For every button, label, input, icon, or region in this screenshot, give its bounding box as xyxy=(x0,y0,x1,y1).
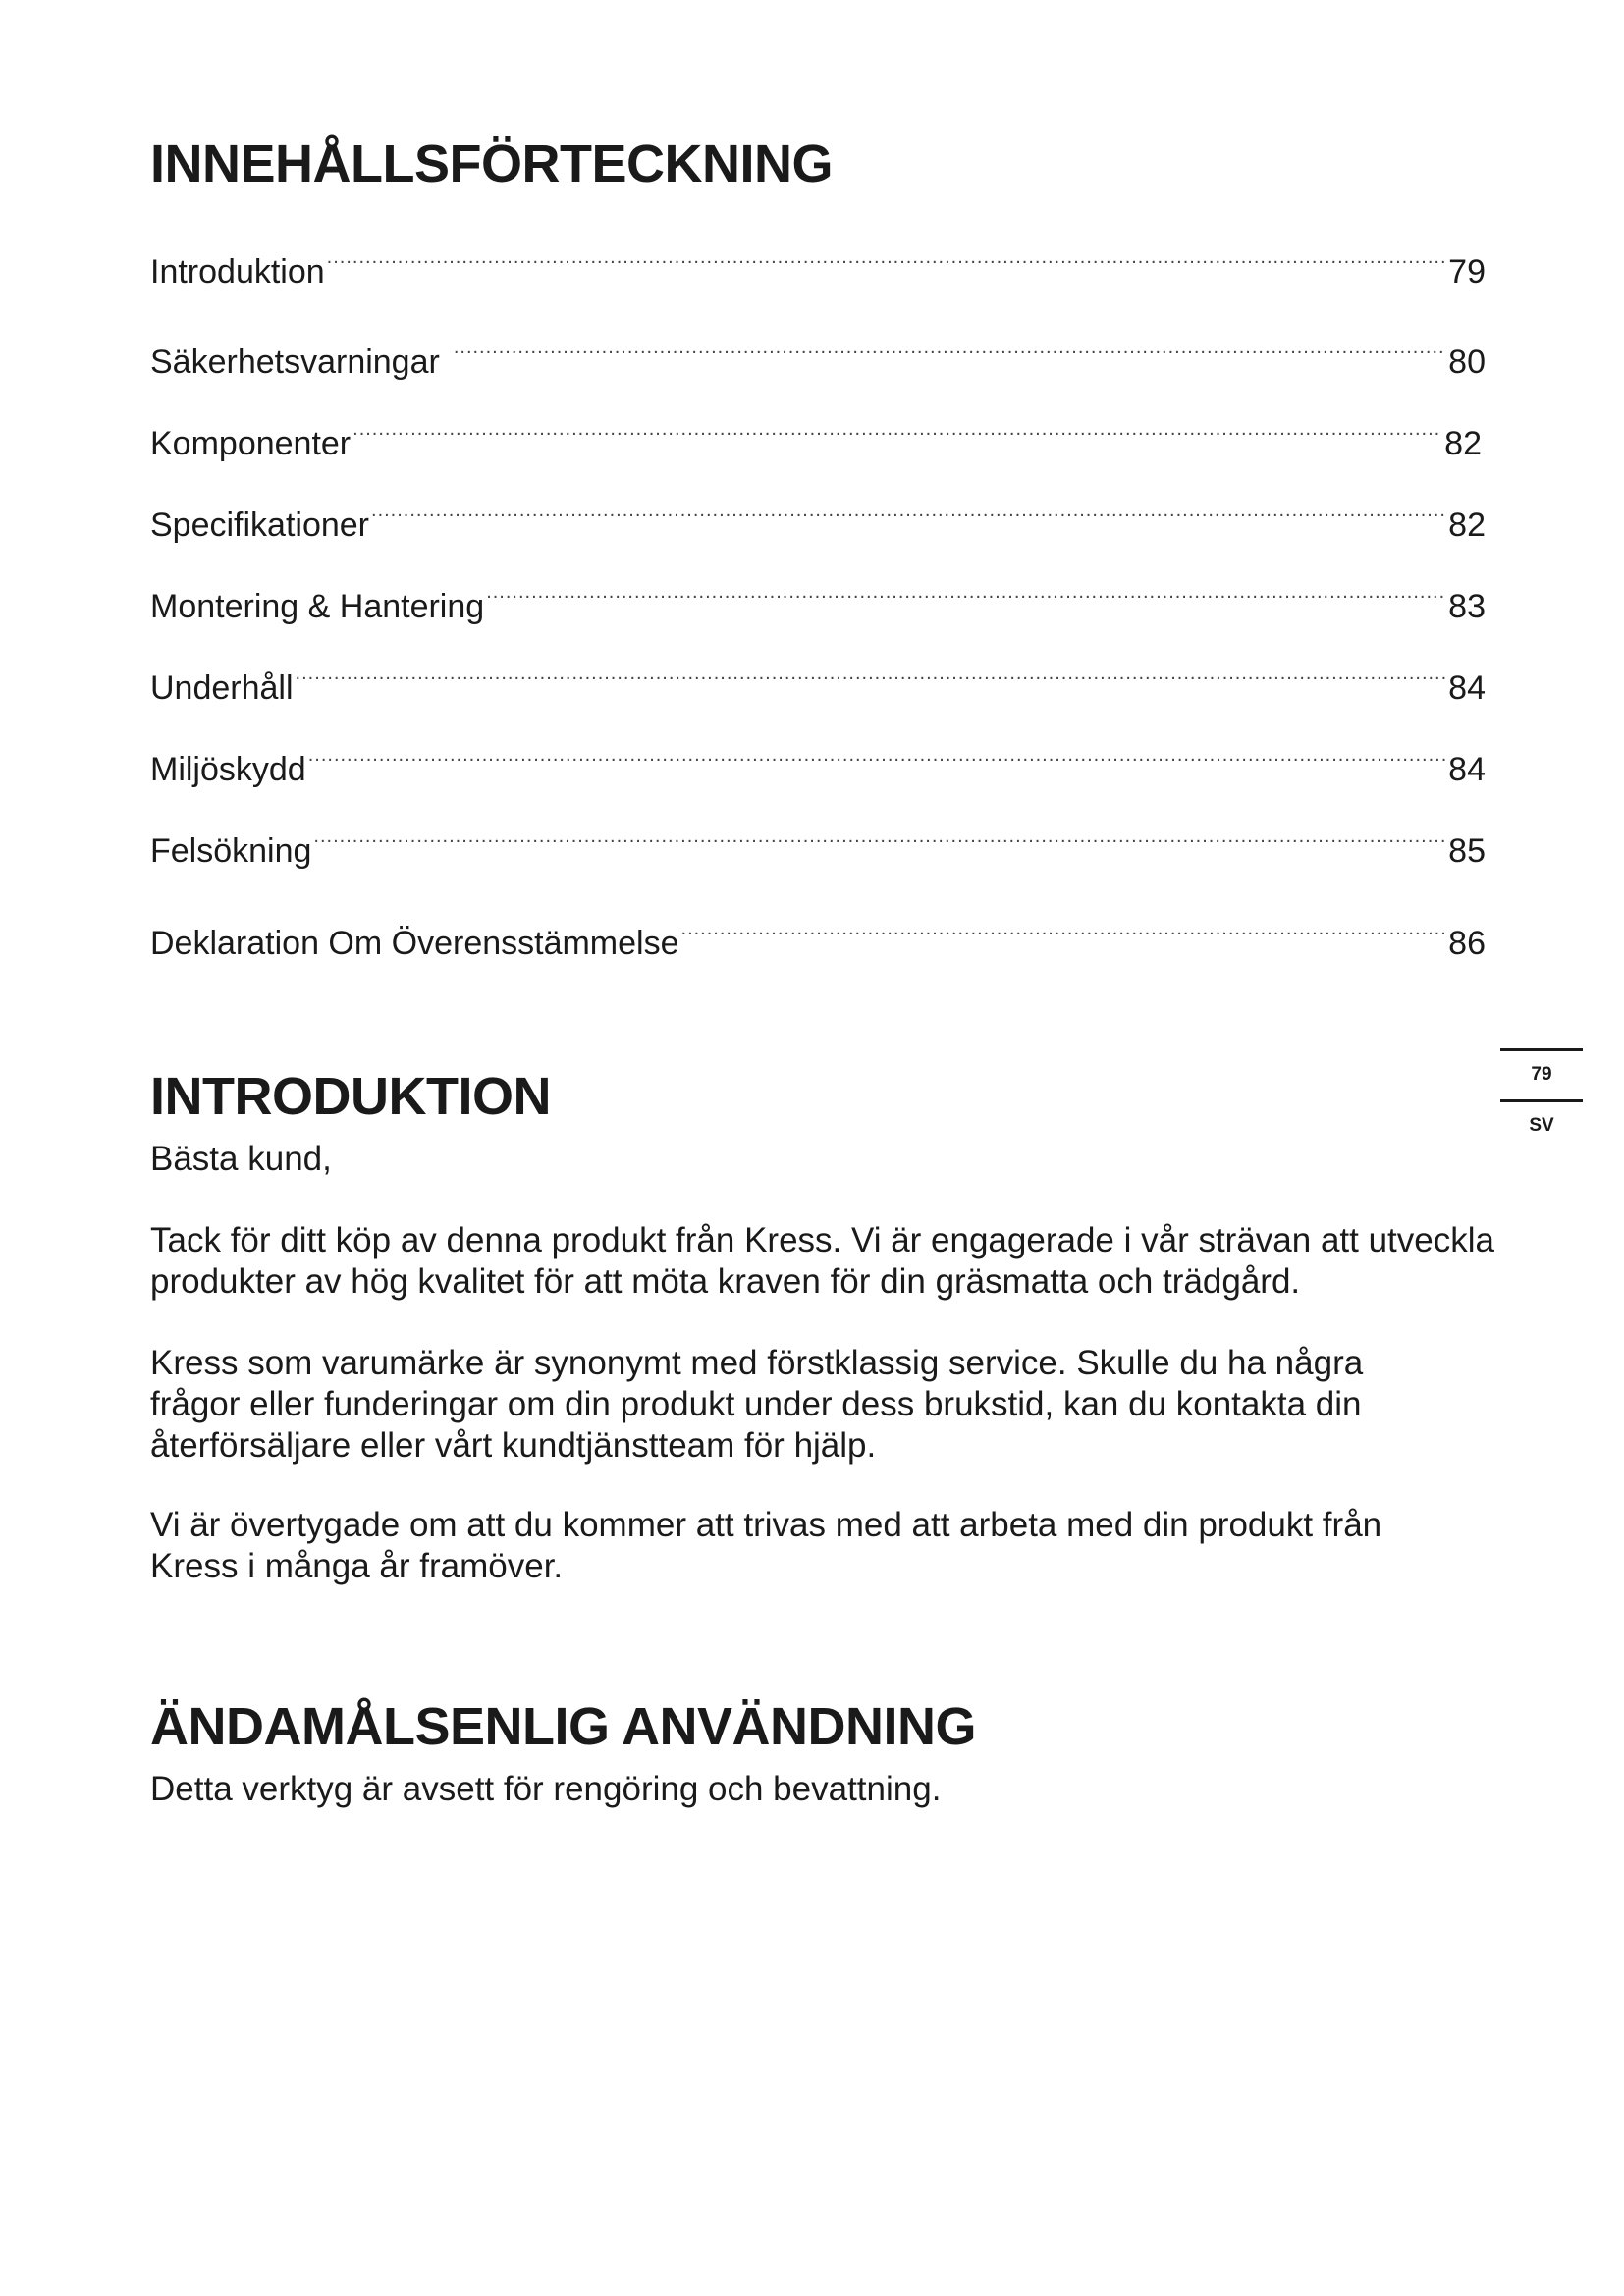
toc-entry-sakerhetsvarningar[interactable] xyxy=(150,334,1486,382)
toc-entry-felsokning[interactable] xyxy=(150,823,1486,871)
toc-entry-page: 86 xyxy=(1448,925,1486,962)
intended-use-text: Detta verktyg är avsett för rengöring och bevattning. xyxy=(150,1770,942,1808)
toc-entry-page: 83 xyxy=(1448,588,1486,625)
toc-entry-label: Komponenter xyxy=(150,425,352,462)
toc-leader-dots xyxy=(327,243,1447,283)
intro-paragraph-2: Kress som varumärke är synonymt med förstklassig service. Skulle du ha några frågor eller funderingar om din produkt under dess brukstid, kan du kontakta din återförsäljare eller vårt kundtjänstteam för hjälp. xyxy=(150,1344,1364,1465)
greeting: Bästa kund, xyxy=(150,1140,332,1178)
toc-entry-specifikationer[interactable] xyxy=(150,497,1486,545)
toc-entry-label: Felsökning xyxy=(150,832,312,870)
toc-entry-page: 82 xyxy=(1444,425,1482,462)
language-code: SV xyxy=(1529,1115,1554,1136)
toc-entry-page: 79 xyxy=(1448,253,1486,291)
intro-paragraph-1: Tack för ditt köp av denna produkt från Kress. Vi är engagerade i vår strävan att utveckla produkter av hög kvalitet för att möta kraven för din gräsmatta och trädgård. xyxy=(150,1221,1494,1301)
toc-entry-label: Miljöskydd xyxy=(150,751,306,788)
toc-entry-page: 84 xyxy=(1448,669,1486,707)
toc-entry-label: Underhåll xyxy=(150,669,294,707)
toc-entry-label: Introduktion xyxy=(150,253,325,291)
toc-entry-page: 80 xyxy=(1448,344,1486,381)
side-page-number: 79 xyxy=(1531,1064,1552,1085)
toc-heading: INNEHÅLLSFÖRTECKNING xyxy=(150,134,833,193)
intended-use-heading: ÄNDAMÅLSENLIG ANVÄNDNING xyxy=(150,1697,976,1756)
toc-leader-dots xyxy=(454,334,1446,373)
toc-entry-deklaration[interactable] xyxy=(150,915,1486,963)
toc-entry-miljoskydd[interactable] xyxy=(150,741,1486,789)
toc-leader-dots xyxy=(371,497,1446,536)
toc-entry-page: 84 xyxy=(1448,751,1486,788)
toc-leader-dots xyxy=(313,823,1446,862)
toc-entry-label: Specifikationer xyxy=(150,507,370,544)
toc-leader-dots xyxy=(308,741,1446,780)
toc-entry-label: Deklaration Om Överensstämmelse xyxy=(150,925,679,962)
intro-paragraph-3: Vi är övertygade om att du kommer att trivas med att arbeta med din produkt från Kress i många år framöver. xyxy=(150,1506,1382,1585)
toc-leader-dots xyxy=(352,415,1442,454)
toc-entry-page: 82 xyxy=(1448,507,1486,544)
toc-entry-underhall[interactable] xyxy=(150,660,1486,708)
toc-leader-dots xyxy=(681,915,1447,954)
tab-rule-top xyxy=(1500,1048,1583,1051)
toc-leader-dots xyxy=(486,578,1446,617)
toc-entry-page: 85 xyxy=(1448,832,1486,870)
toc-entry-introduktion[interactable] xyxy=(150,243,1486,292)
side-page-tab xyxy=(1500,1048,1583,1138)
toc-entry-label: Säkerhetsvarningar xyxy=(150,344,440,381)
toc-leader-dots xyxy=(296,660,1447,699)
introduction-heading: INTRODUKTION xyxy=(150,1067,551,1126)
toc-entry-montering-hantering[interactable] xyxy=(150,578,1486,626)
tab-rule-middle xyxy=(1500,1099,1583,1102)
toc-entry-label: Montering & Hantering xyxy=(150,588,485,625)
toc-entry-komponenter[interactable] xyxy=(150,415,1486,463)
